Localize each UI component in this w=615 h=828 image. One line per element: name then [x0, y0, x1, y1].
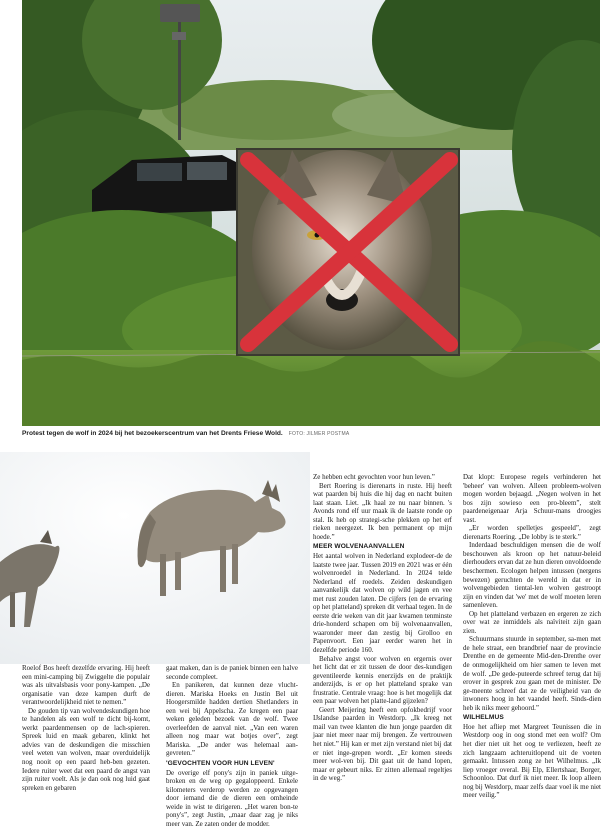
- body-paragraph: gaat maken, dan is de paniek binnen een halve seconde compleet.: [166, 664, 298, 681]
- body-paragraph: Geert Meijering heeft een opfokbedrijf voor IJslandse paarden in Westdorp. „Ik kreeg net mail van twee klanten die hun jonge paarden dit jaar niet meer naar mij brengen. Ze vertrouwen het niet.” Hij kan er met zijn verstand niet bij dat er niet inge-grepen wordt. „Er komen steeds meer wol-ven bij. Dit gaat uit de hand lopen, maar er gebeurt niks. Er zitten allemaal regeltjes in de weg.”: [313, 705, 452, 783]
- wolves-in-snow-illustration: [0, 452, 310, 664]
- body-paragraph: Hoe het afliep met Margreet Teunissen die in Westdorp oog in oog stond met een wolf? Om het dier niet uit het oog te verliezen, heeft ze zich langzaam achteruitlopend uit de voeten gemaakt. Intussen zong ze het Wilhelmus. „Ik liep vroeger overal. Bij Elp, Ellertshaar, Borger, Schoonloo. Dat durf ik niet meer. Ik loop alleen nog bij Westdorp, maar zelfs daar voel ik me niet meer veilig.”: [463, 722, 601, 800]
- body-paragraph: Ze hebben echt gevochten voor hun leven.”: [313, 473, 435, 481]
- body-paragraph: Roelof Bos heeft dezelfde ervaring. Hij heeft een mini-camping bij Zwiggelte die populair was als uitvalsbasis voor pony-kampen. „De organisatie van deze kampen durft de verantwoordelijkheid niet te nemen.”: [22, 664, 150, 707]
- section-heading: WILHELMUS: [463, 714, 504, 722]
- body-paragraph: Schuurmans stuurde in september, sa-men met de hele straat, een brandbrief naar de provincie Drenthe en de gemeente Mid-den-Drenthe over de onmogelijkheid om hier samen te leven met de wolf. „De gede-puteerde schreef terug dat hij erover in gesprek zou gaan met de minister. De ge-meente schreef dat ze de veiligheid van de inwoners hoog in het vaandel heeft. Sinds-dien heb ik niks meer gehoord.”: [463, 635, 601, 712]
- wolves-snow-graphic: [0, 452, 310, 664]
- body-paragraph: Op het platteland verbazen en ergeren ze zich over wat ze inmiddels als naïviteit zijn gaan zien.: [463, 609, 601, 635]
- photo-caption: [22, 430, 600, 444]
- body-paragraph: En panikeren, dat kunnen deze vlucht-dieren. Mariska Hoeks en Justin Bel uit Hoogersmilde hadden dertien Shetlanders in een wei bij Appelscha. Ze kregen een paar weken geleden bezoek van de wolf. Twee overleefden de aanval niet. „Van een waren alleen nog maar wat botjes over”, zegt Mariska. „De ander was helemaal aan-gevreten.”: [166, 681, 298, 758]
- protest-scene-illustration: [22, 0, 600, 426]
- protest-photo: [22, 0, 600, 426]
- body-paragraph: De overige elf pony's zijn in paniek uitge-broken en de weg op gegaloppeerd. Enkele kilometers verderop werden ze opgevangen door iemand die de dieren een omheinde weide in wist te dirigeren. „Het waren bon-te pony's”, zegt Justin, „maar daar zag je niks meer van. Ze zaten onder de modder.: [166, 768, 298, 828]
- body-paragraph: Behalve angst voor wolven en ergernis over het licht dat er zit tussen de door des-kundigen geventileerde kennis enerzijds en de praktijk anderzijds, is er op het platteland sprake van frustratie. Centrale vraag: hoe is het mogelijk dat een paar wolven het platte-land gijzelen?: [313, 654, 452, 706]
- body-paragraph: Het aantal wolven in Nederland explodeer-de de laatste twee jaar. Tussen 2019 en 2021 was er één wolvenroedel in Nederland. In 2024 telde Nederland elf roedels. Zeiden deskundigen aanvankelijk dat wolven op wild jagen en vee met rust zouden laten. De cijfers (en de ervaring op het platteland) spreken dit verhaal tegen. In de eerste drie weken van dit jaar kwamen tenminste drie-honderd schapen om bij wolvenaanvallen, waaronder meer dan zestig bij Grolloo en Papenvoort. Een jaar eerder waren het in dezelfde periode 160.: [313, 551, 452, 654]
- body-paragraph: Inderdaad beschuldigen mensen die de wolf beschouwen als kroon op het natuur-beleid dierhouders ervan dat ze hun dieren onvoldoende beschermen. Ecologen helpen intussen (nergens bewezen) geruchten de wereld in dat er in wolvengebieden tiental-len wolven gestroopt zijn en vinden dat 'we' met de wolf moeten leren samenleven.: [463, 541, 602, 610]
- caption-text: Protest tegen de wolf in 2024 bij het bezoekerscentrum van het Drents Friese Wold.: [22, 430, 283, 437]
- body-paragraph: Dat klopt: Europese regels verhinderen het 'beheer' van wolven. Alleen probleem-wolven mogen worden bejaagd. „Negen wolven in het bos zijn sowieso een pro-bleem”, stelt paardeneigenaar Arja Schuur-mans droogjes vast.: [463, 473, 601, 524]
- article-column-4: [463, 473, 601, 800]
- section-heading: 'GEVOCHTEN VOOR HUN LEVEN': [166, 760, 275, 768]
- body-paragraph: Bert Roering is dierenarts in ruste. Hij heeft wat paarden bij huis die hij dag en nacht buiten laat staan. Liet. „Ik haal ze nu naar binnen. 's Avonds rond elf uur maak ik de laatste ronde op stal. Ik heb op strategi-sche plekken op het erf rieken neergezet. Ik ben permanent op mijn hoede.”: [313, 481, 452, 541]
- photo-credit: FOTO: JILMER POSTMA: [288, 431, 350, 437]
- body-paragraph: „Er worden spelletjes gespeeld”, zegt dierenarts Roering. „De lobby is te sterk.”: [463, 524, 601, 541]
- article-column-3: [313, 473, 452, 783]
- article-column-2: [166, 664, 298, 828]
- section-heading: MEER WOLVENAANVALLEN: [313, 543, 405, 551]
- article-column-1: [22, 664, 150, 792]
- body-paragraph: De gouden tip van wolvendeskundigen hoe te handelen als een wolf te dicht bij-komt, werkt paardenmensen op de lach-spieren. Spreek luid en maak gebaren, klinkt het advies van de deskundigen die misschien veel weten van wolven, maar overduidelijk nog nooit op een paard heb-ben gezeten. Iedere ruiter weet dat een paard de angst van zijn ruiter voelt. Als je dan ook nog luid gaat spreken en gebaren: [22, 706, 150, 792]
